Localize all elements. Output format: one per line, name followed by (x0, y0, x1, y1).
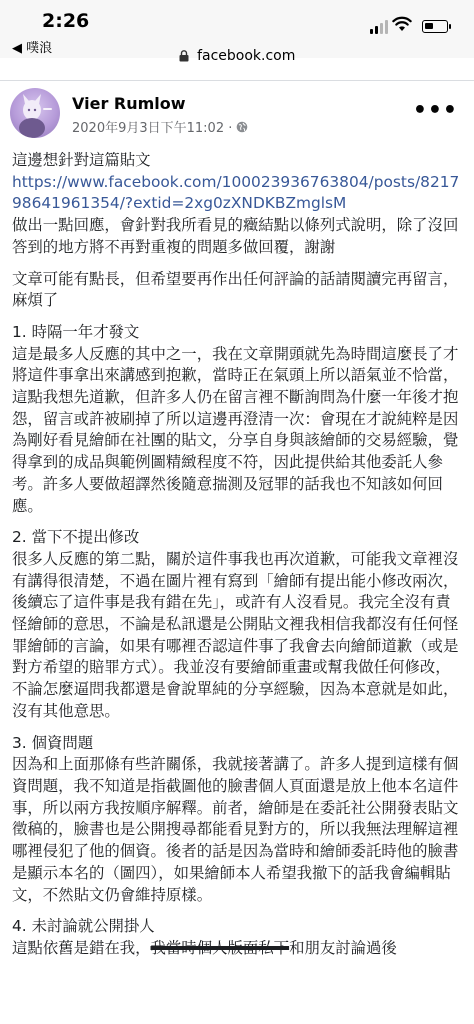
post-paragraph: 文章可能有點長，但希望要再作出任何評論的話請閱讀完再留言，麻煩了 (12, 269, 459, 310)
section-title: 1. 時隔一年才發文 (12, 322, 140, 341)
header-divider (0, 80, 474, 81)
post-timestamp[interactable]: 2020年9月3日下午11:02 · (72, 121, 233, 136)
section-body (12, 938, 466, 960)
post-header (0, 84, 474, 144)
section-title: 4. 未討論就公開掛人 (12, 917, 155, 936)
post-intro: 這邊想針對這篇貼文 (12, 151, 151, 169)
section-body-end: 和朋友討論過後 (289, 938, 397, 957)
more-options-icon[interactable]: ••• (412, 98, 458, 123)
status-time: 2:26 (42, 10, 90, 32)
struck-text: 我當時個人版面私下 (150, 938, 290, 957)
lock-icon (179, 50, 189, 62)
post-meta (72, 117, 248, 136)
section-body-start: 這點依舊是錯在我， (12, 938, 151, 957)
wifi-icon (392, 16, 412, 32)
section-body: 因為和上面那條有些許關係，我就接著講了。許多人提到這樣有個資問題，我不知道是指截圖他的臉書個人頁面還是放上他本名這件事，所以兩方我按順序解釋。前者，繪師是在委託社公開發表貼文徵稿的，臉書也是公開搜尋都能看見對方的，所以我無法理解這裡哪裡侵犯了他的個資。後者的話是因為當時和繪師委託時他的臉書是顯示本名的（圖四），如果繪師本人希望我撤下的話我會編輯貼文，不然貼文仍會維持原樣。 (12, 755, 459, 904)
cellular-signal-icon (370, 20, 388, 34)
post-body (12, 150, 466, 960)
section-body: 這是最多人反應的其中之一，我在文章開頭就先為時間這麼長了才將這件事拿出來講感到抱歉，當時正在氣頭上所以語氣並不恰當，這點我想先道歉，但許多人仍在留言裡不斷詢問為什麼一年後才抱怨，留言或許被刷掉了所以這邊再澄清一次：會現在才說純粹是因為剛好看見繪師在社團的貼文，分享自身與該繪師的交易經驗，覺得拿到的成品與範例圖精緻程度不符，因此提供給其他委託人參考。許多人要做超譯然後隨意揣測及冠罪的話我也不知該如何回應。 (12, 344, 459, 515)
post-link[interactable]: https://www.facebook.com/100023936763804/posts/821798641961354/?extid=2xg0zXNDKBZmglsM (12, 172, 460, 213)
section-body: 很多人反應的第二點，關於這件事我也再次道歉，可能我文章裡沒有講得很清楚，不過在圖片裡有寫到「繪師有提出能小修改兩次，後續忘了這件事是我有錯在先」，或許有人沒看見。我完全沒有責怪繪師的意思，不論是私訊還是公開貼文裡我相信我都沒有任何怪罪繪師的言論，如果有哪裡否認這件事了我會去向繪師道歉（或是對方希望的賠罪方式）。我並沒有要繪師重畫或幫我做任何修改，不論怎麼逼問我都還是會說單純的分享經驗，因為本意就是如此，沒有其他意思。 (12, 549, 459, 720)
battery-icon (422, 20, 448, 33)
author-name[interactable]: Vier Rumlow (72, 94, 186, 113)
back-to-app-link[interactable]: ◀ 噗浪 (12, 41, 53, 56)
avatar[interactable] (10, 88, 60, 138)
url-text: facebook.com (197, 48, 296, 64)
section-title: 3. 個資問題 (12, 733, 94, 752)
globe-icon (236, 121, 248, 133)
section-title: 2. 當下不提出修改 (12, 528, 140, 547)
post-paragraph: 做出一點回應，會針對我所看見的癥結點以條列式說明，除了沒回答到的地方將不再對重複的問題多做回覆，謝謝 (12, 216, 459, 256)
address-bar[interactable] (0, 48, 474, 76)
